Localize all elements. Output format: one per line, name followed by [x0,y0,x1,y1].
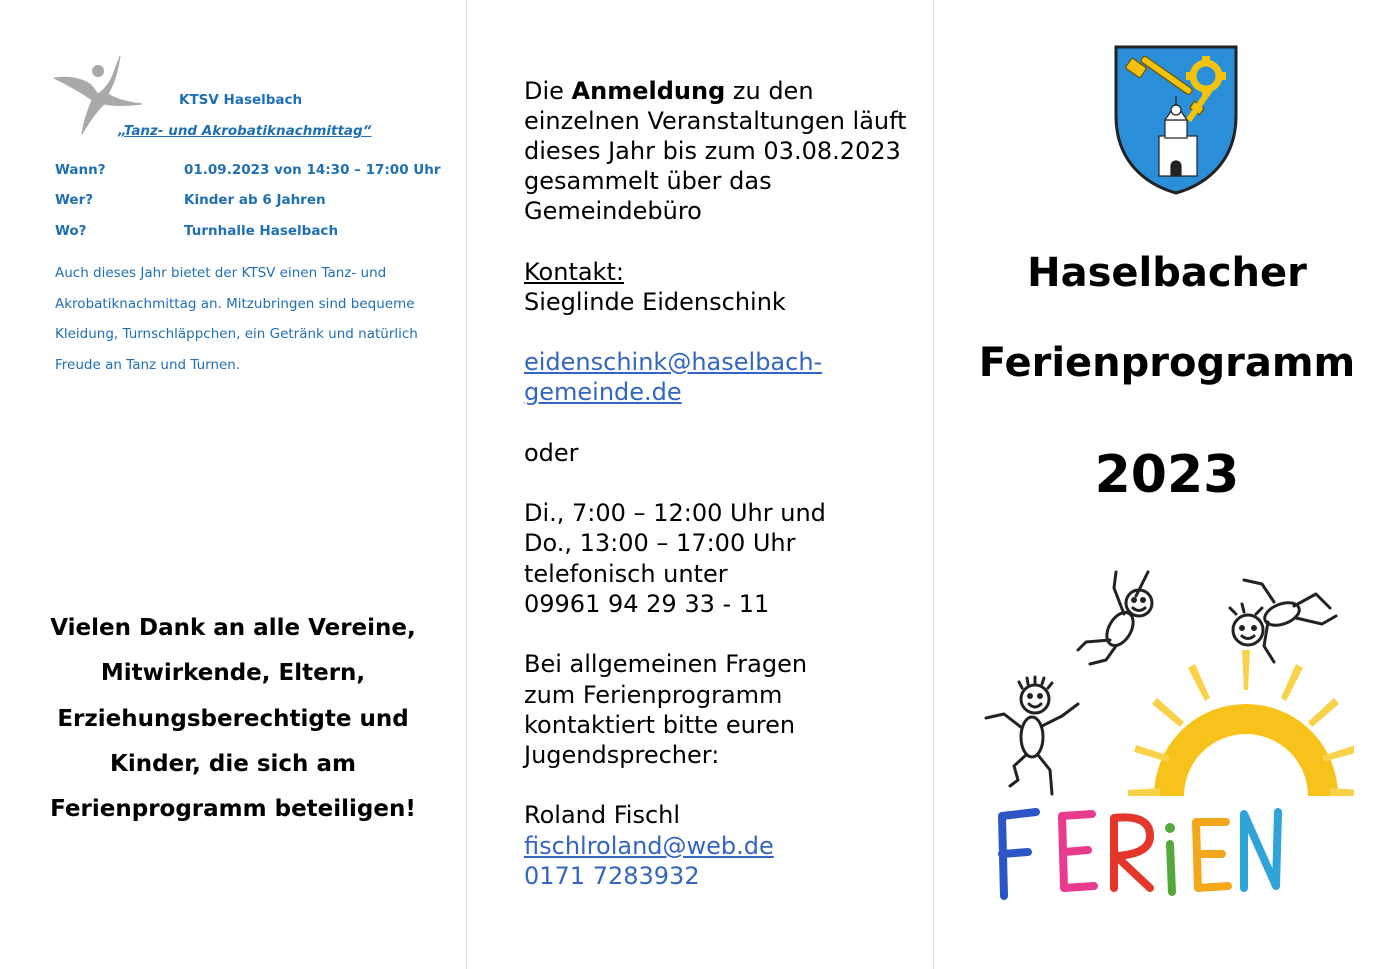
registration-line: dieses Jahr bis zum 03.08.2023 [524,137,901,165]
description-line: Kleidung, Turnschläppchen, ein Getränk und natürlich [55,326,418,343]
question-line: zum Ferienprogramm [524,681,783,709]
where-label: Wo? [55,223,87,239]
contact-name: Sieglinde Eidenschink [524,288,786,316]
letter-r [1114,817,1150,888]
registration-prefix: Die [524,77,572,105]
registration-line: einzelnen Veranstaltungen läuft [524,107,907,135]
question-line: kontaktiert bitte euren [524,711,796,739]
contact-label: Kontakt: [524,258,624,286]
title-line-1: Haselbacher [1027,250,1307,296]
coat-of-arms-icon [1113,44,1239,196]
thanks-line: Erziehungsberechtigte und [57,705,409,732]
registration-keyword: Anmeldung [571,77,726,105]
flying-kid-icon [1078,572,1152,664]
event-description [55,258,427,380]
sun-icon [1128,650,1354,796]
registration-line: gesammelt über das [524,167,772,195]
letter-i-dot [1165,823,1175,833]
description-line: Freude an Tanz und Turnen. [55,356,241,373]
description-line: Auch dieses Jahr bietet der KTSV einen Tanz- und [55,265,387,281]
or-text: oder [524,439,579,467]
right-panel [934,0,1400,969]
when-label: Wann? [55,162,106,178]
question-line: Bei allgemeinen Fragen [524,650,808,678]
letter-e [1062,814,1094,888]
speaker-name: Roland Fischl [524,801,681,829]
letter-e [1196,822,1228,888]
thank-you-message [0,606,466,832]
question-line: Jugendsprecher: [524,741,720,769]
contact-email-link[interactable]: gemeinde.de [524,378,682,406]
hours-line: telefonisch unter [524,560,728,588]
registration-line: Gemeindebüro [524,197,702,225]
thanks-line: Kinder, die sich am [110,750,356,777]
left-panel [0,0,466,969]
speaker-phone: 0171 7283932 [524,862,700,890]
thanks-line: Ferienprogramm beteiligen! [50,796,416,823]
who-value: Kinder ab 6 Jahren [184,192,326,208]
when-value: 01.09.2023 von 14:30 – 17:00 Uhr [184,162,441,178]
speaker-email-link[interactable]: fischlroland@web.de [524,832,774,860]
who-label: Wer? [55,192,94,208]
cartwheel-kid-icon [1230,580,1336,662]
hours-line: Do., 13:00 – 17:00 Uhr [524,529,796,557]
thanks-line: Mitwirkende, Eltern, [100,660,366,687]
title-line-2: Ferienprogramm [978,340,1356,386]
jumping-kid-icon [986,677,1078,794]
letter-i [1170,844,1172,892]
contact-email-link[interactable]: eidenschink@haselbach- [524,348,823,376]
title-year: 2023 [1094,445,1240,505]
letter-f [1002,812,1036,896]
hours-line: Di., 7:00 – 12:00 Uhr und [524,499,826,527]
registration-line [524,76,914,106]
club-name: KTSV Haselbach [179,92,303,108]
where-value: Turnhalle Haselbach [184,223,339,239]
phone-number: 09961 94 29 33 - 11 [524,590,770,618]
description-line: Akrobatiknachmittag an. Mitzubringen sind bequeme [55,295,415,312]
event-name: „Tanz- und Akrobatiknachmittag“ [118,123,372,139]
thanks-line: Vielen Dank an alle Vereine, [50,615,416,641]
ferien-illustration [974,566,1354,911]
middle-panel [467,0,933,969]
letter-n [1244,812,1278,888]
registration-suffix: zu den [725,77,814,105]
